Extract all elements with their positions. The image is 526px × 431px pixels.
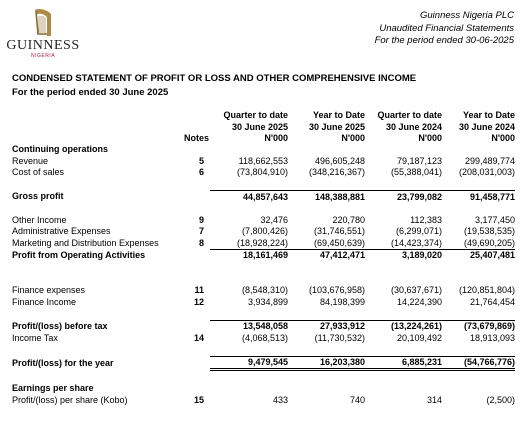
statement-title-line2: For the period ended 30 June 2025: [12, 86, 169, 98]
cell-value: 91,458,771: [442, 191, 515, 203]
cell-value: 27,933,912: [288, 321, 365, 333]
col-unit-4: N'000: [491, 133, 515, 144]
col-unit-2: N'000: [341, 133, 365, 144]
spacer-row: [12, 261, 515, 273]
cell-value: 18,913,093: [469, 332, 515, 343]
table-row: [12, 144, 515, 155]
table-row: [12, 285, 515, 296]
cell-value: (19,538,535): [463, 226, 515, 237]
cell-value: (55,388,041): [390, 167, 442, 178]
cell-value: (4,068,513): [241, 332, 288, 343]
cell-value: 118,662,553: [238, 155, 288, 166]
statement-title: [12, 72, 416, 99]
row-note: 7: [198, 226, 204, 237]
row-note: 14: [193, 332, 204, 343]
row-label: Earnings per share: [12, 383, 94, 394]
cell-value: (18,928,224): [236, 237, 288, 248]
cell-value: 112,383: [410, 214, 442, 225]
col-date-4: 30 June 2024: [458, 121, 515, 132]
row-label: Profit/(loss) per share (Kobo): [12, 394, 128, 405]
row-note: 5: [198, 155, 204, 166]
spacer-row: [12, 203, 515, 215]
cell-value: 299,489,774: [464, 155, 515, 166]
spacer-row: [12, 178, 515, 191]
cell-value: (31,746,551): [313, 226, 365, 237]
cell-value: 84,198,399: [319, 296, 365, 307]
harp-logo-icon: [32, 8, 54, 38]
row-label: Continuing operations: [12, 144, 108, 155]
table-row: [12, 249, 515, 261]
row-label: Cost of sales: [12, 167, 65, 178]
table-row: [12, 215, 515, 226]
table-row: [12, 156, 515, 167]
statement-title-line1: CONDENSED STATEMENT OF PROFIT OR LOSS AND OTHER COMPREHENSIVE INCOME: [12, 73, 417, 84]
row-note: 15: [193, 394, 204, 405]
table-row: [12, 321, 515, 333]
row-label: Profit/(loss) for the year: [12, 357, 114, 368]
spacer-row: [12, 308, 515, 321]
table-row: [12, 332, 515, 343]
row-note: 6: [198, 167, 204, 178]
row-label: Gross profit: [12, 191, 64, 202]
cell-value: 220,780: [332, 214, 365, 225]
cell-value: 32,476: [260, 214, 288, 225]
col-unit-1: N'000: [264, 133, 288, 144]
cell-value: (73,679,869): [442, 321, 515, 333]
spacer-row: [12, 344, 515, 357]
cell-value: (73,804,910): [236, 167, 288, 178]
cell-value: 3,189,020: [365, 249, 442, 261]
row-label: Income Tax: [12, 332, 58, 343]
table-row: [12, 383, 515, 394]
statement-type: Unaudited Financial Statements: [379, 22, 514, 34]
col-date-1: 30 June 2025: [231, 121, 288, 132]
cell-value: 47,412,471: [288, 249, 365, 261]
cell-value: (7,800,426): [241, 226, 288, 237]
cell-value: 314: [426, 394, 442, 405]
cell-value: (208,031,003): [458, 167, 515, 178]
col-date-2: 30 June 2025: [308, 121, 365, 132]
profit-loss-table: [12, 110, 515, 406]
cell-value: (8,548,310): [241, 285, 288, 296]
cell-value: 433: [272, 394, 288, 405]
cell-value: 18,161,469: [210, 249, 288, 261]
table-row: [12, 297, 515, 308]
cell-value: 79,187,123: [396, 155, 442, 166]
cell-value: 6,885,231: [365, 356, 442, 369]
cell-value: 44,857,643: [210, 191, 288, 203]
notes-header: Notes: [184, 133, 210, 144]
cell-value: 9,479,545: [210, 356, 288, 369]
table-row: [12, 167, 515, 178]
cell-value: 13,548,058: [210, 321, 288, 333]
cell-value: (11,730,532): [314, 332, 365, 343]
table-row: [12, 191, 515, 203]
row-label: Revenue: [12, 155, 49, 166]
guinness-logo: [6, 8, 80, 66]
cell-value: (13,224,261): [365, 321, 442, 333]
cell-value: (103,676,958): [308, 285, 365, 296]
cell-value: 3,177,450: [474, 214, 515, 225]
col-header-1: Quarter to date: [223, 110, 288, 121]
row-note: 9: [198, 214, 204, 225]
cell-value: 14,224,390: [396, 296, 442, 307]
row-label: Finance expenses: [12, 285, 86, 296]
cell-value: (54,766,776): [442, 356, 515, 369]
cell-value: 16,203,380: [288, 356, 365, 369]
cell-value: (120,851,804): [458, 285, 515, 296]
cell-value: 23,799,082: [365, 191, 442, 203]
cell-value: 740: [349, 394, 365, 405]
row-label: Profit from Operating Activities: [12, 249, 146, 260]
document-header: [375, 10, 514, 48]
table-row: [12, 356, 515, 369]
logo-country: NIGERIA: [30, 53, 56, 59]
row-note: 8: [198, 237, 204, 248]
company-name: Guinness Nigeria PLC: [420, 10, 514, 21]
table-row: [12, 395, 515, 406]
cell-value: (30,637,671): [390, 285, 442, 296]
cell-value: 496,605,248: [314, 155, 365, 166]
cell-value: (14,423,374): [390, 237, 442, 248]
cell-value: (49,690,205): [463, 237, 515, 248]
cell-value: (2,500): [486, 394, 515, 405]
spacer-row: [12, 273, 515, 285]
cell-value: 25,407,481: [442, 249, 515, 261]
row-label: Other Income: [12, 214, 67, 225]
spacer-row: [12, 370, 515, 384]
row-label: Profit/(loss) before tax: [12, 321, 108, 332]
col-header-4: Year to Date: [462, 110, 515, 121]
col-date-3: 30 June 2024: [385, 121, 442, 132]
row-label: Marketing and Distribution Expenses: [12, 237, 159, 248]
row-note: 12: [193, 296, 204, 307]
row-label: Finance Income: [12, 296, 77, 307]
col-header-2: Year to Date: [312, 110, 365, 121]
col-header-3: Quarter to date: [377, 110, 442, 121]
logo-brand: GUINNESS: [6, 38, 80, 53]
cell-value: 148,388,881: [288, 191, 365, 203]
period-ended: For the period ended 30-06-2025: [374, 35, 514, 46]
cell-value: 21,764,454: [469, 296, 515, 307]
row-note: 11: [194, 285, 204, 296]
col-unit-3: N'000: [418, 133, 442, 144]
table-row: [12, 226, 515, 237]
cell-value: (69,450,639): [313, 237, 365, 248]
row-label: Administrative Expenses: [12, 226, 111, 237]
cell-value: 3,934,899: [247, 296, 288, 307]
cell-value: 20,109,492: [396, 332, 442, 343]
table-row: [12, 238, 515, 250]
cell-value: (348,216,367): [308, 167, 365, 178]
cell-value: (6,299,071): [395, 226, 442, 237]
